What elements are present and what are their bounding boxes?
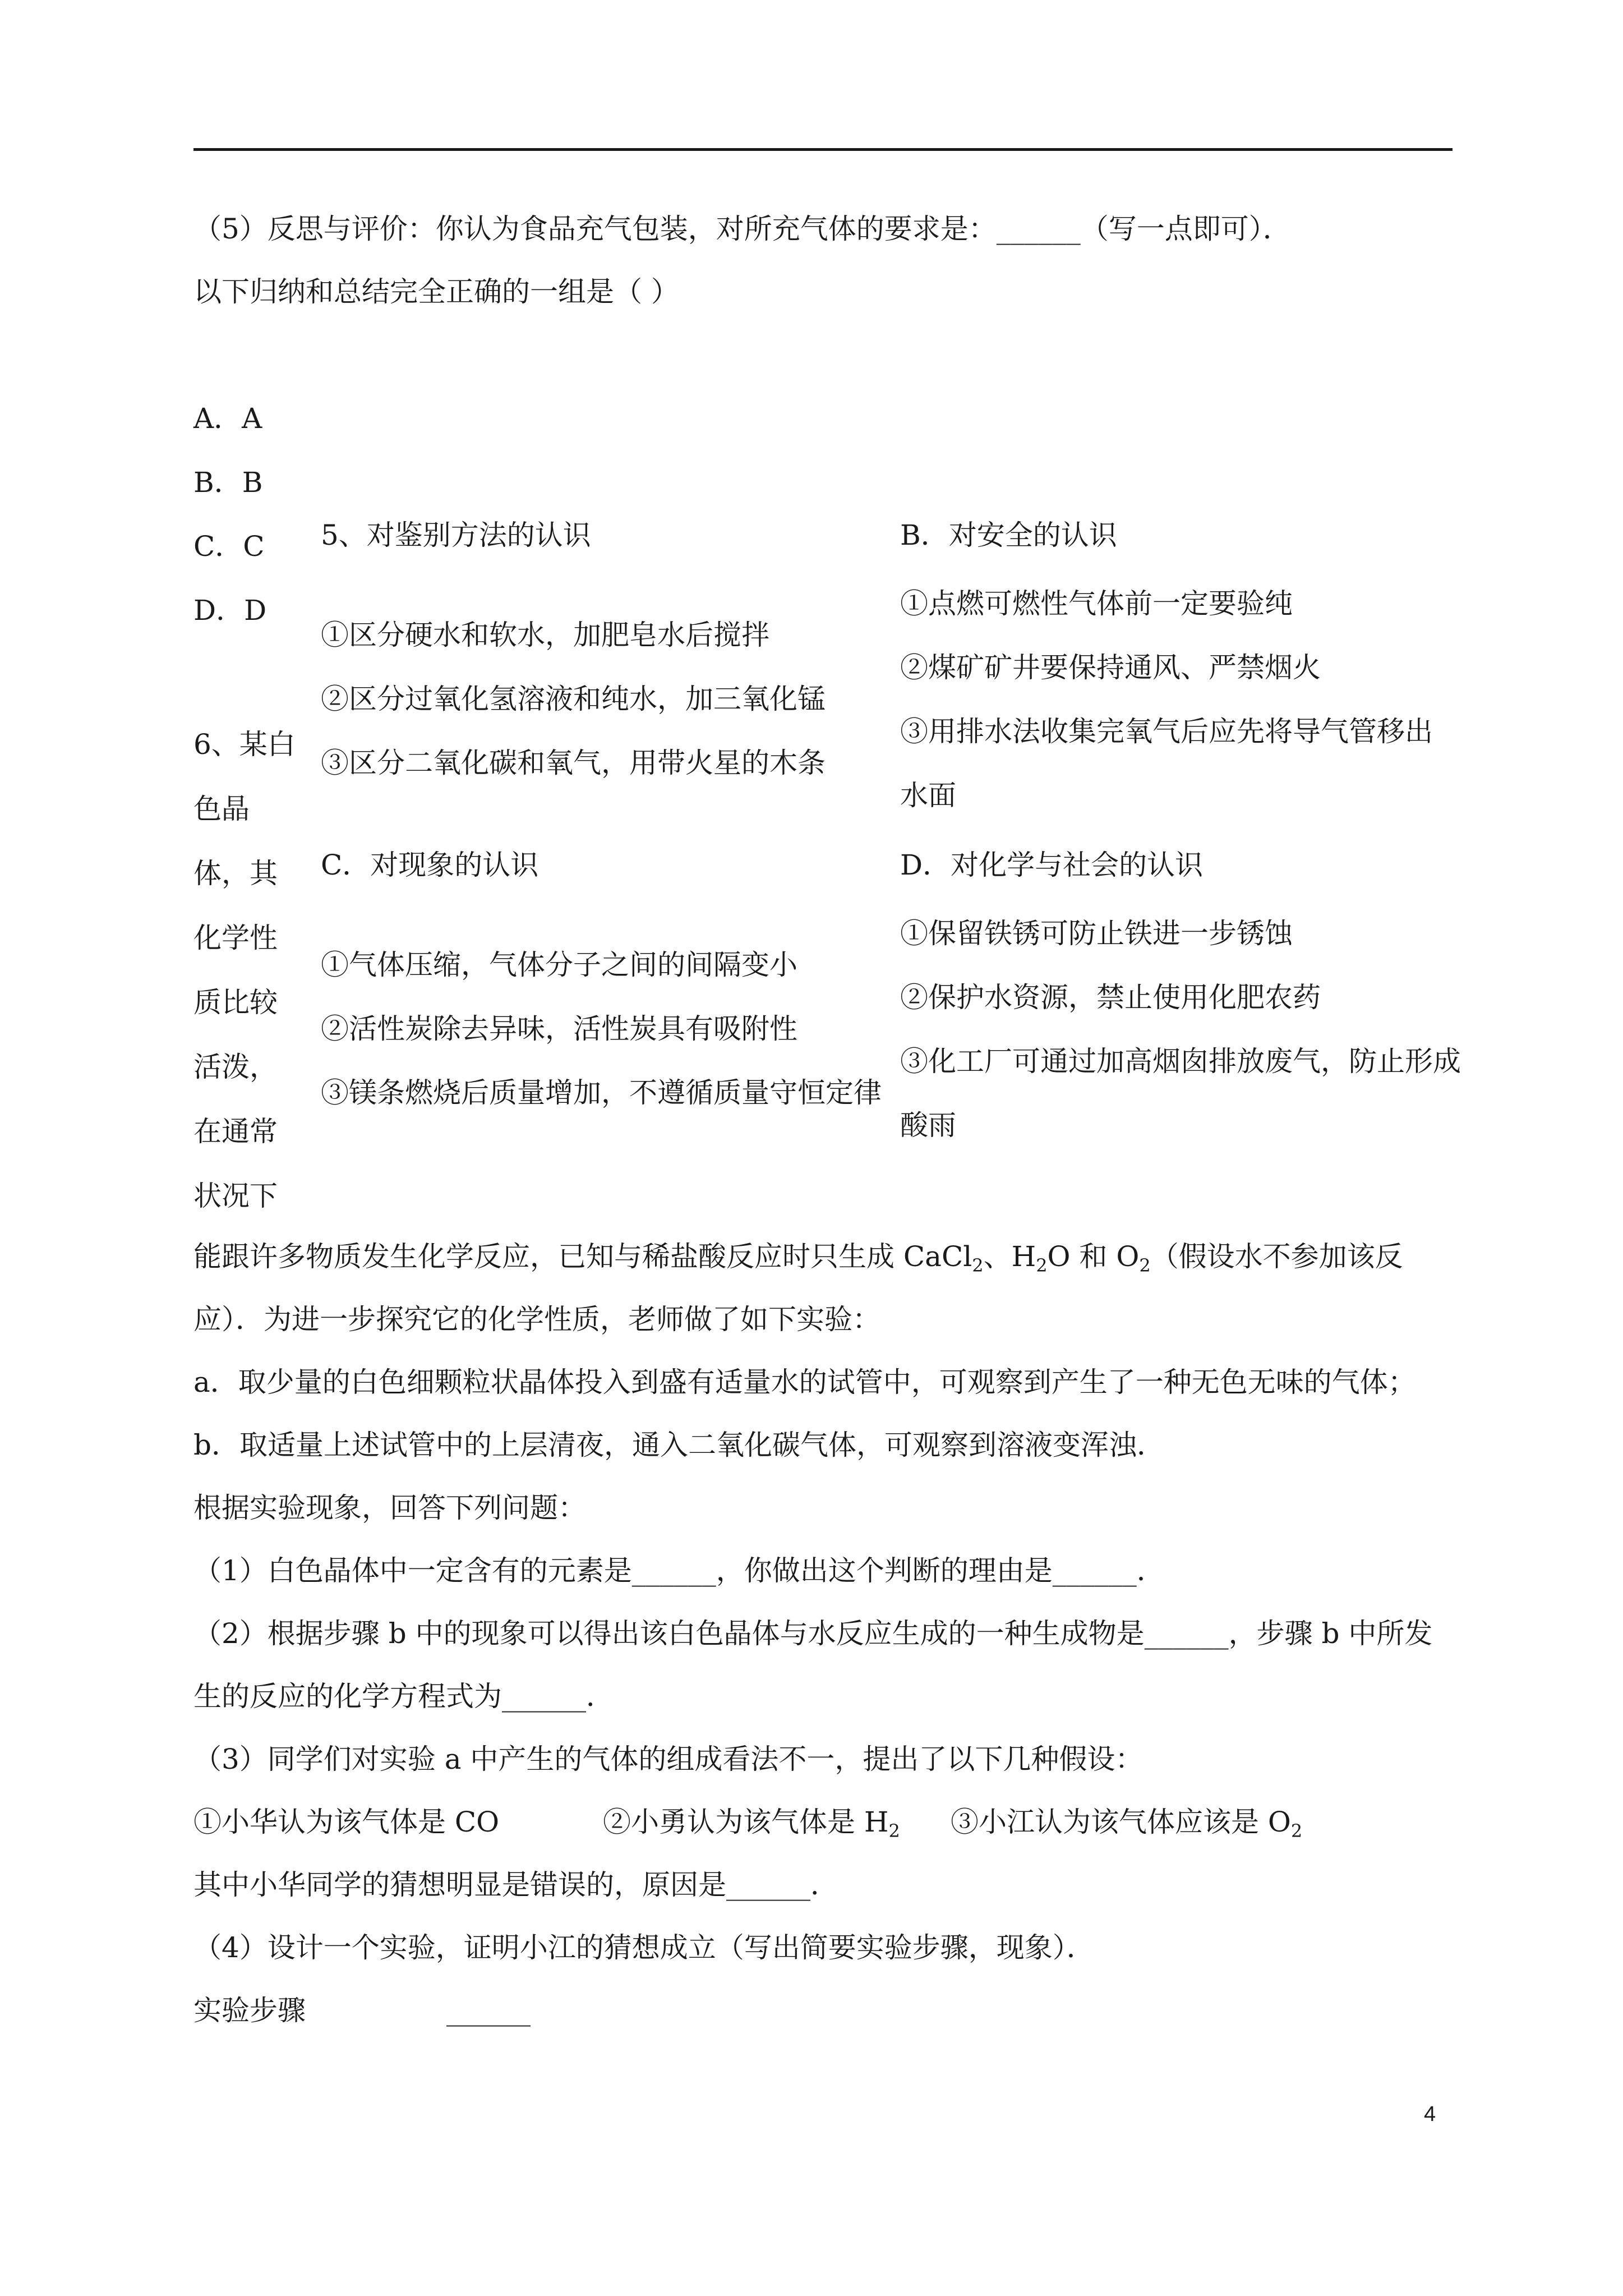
- subquestion-2-line2: 生的反应的化学方程式为______．: [193, 1680, 614, 1713]
- q5-reflect-line: （5）反思与评价：你认为食品充气包装，对所充气体的要求是：______（写一点即可）．: [193, 213, 1291, 245]
- subquestion-3-reason: 其中小华同学的猜想明显是错误的，原因是______．: [193, 1869, 838, 1901]
- answer-prompt: 根据实验现象，回答下列问题：: [193, 1492, 586, 1524]
- question6-line1: 能跟许多物质发生化学反应，已知与稀盐酸反应时只生成 CaCl$_2$、$H_2O$ 和 $O_2$（假设水不参加该反: [193, 1240, 1403, 1276]
- option-b[interactable]: B．B: [193, 466, 263, 499]
- hypothesis-1: ①小华认为该气体是 CO: [193, 1806, 500, 1838]
- table-b-title: B．对安全的认识: [900, 519, 1117, 551]
- subquestion-3: （3）同学们对实验 a 中产生的气体的组成看法不一，提出了以下几种假设：: [193, 1743, 1144, 1775]
- table-c-item: ②活性炭除去异味，活性炭具有吸附性: [321, 1013, 797, 1045]
- table-d-item: 酸雨: [900, 1109, 956, 1142]
- table-c-item: ③镁条燃烧后质量增加，不遵循质量守恒定律: [321, 1076, 882, 1109]
- experiment-step-b: b．取适量上述试管中的上层清夜，通入二氧化碳气体，可观察到溶液变浑浊．: [193, 1429, 1165, 1461]
- table-c-item: ①气体压缩，气体分子之间的间隔变小: [321, 949, 797, 981]
- option-a[interactable]: A．A: [193, 402, 262, 435]
- subquestion-1: （1）白色晶体中一定含有的元素是______，你做出这个判断的理由是______．: [193, 1554, 1165, 1587]
- table-b-item: ①点燃可燃性气体前一定要验纯: [900, 587, 1293, 620]
- table-b-item: 水面: [900, 779, 956, 812]
- table-c-title: C．对现象的认识: [321, 849, 539, 881]
- page-number: 4: [1424, 2102, 1436, 2126]
- table-b-item: ③用排水法收集完氧气后应先将导气管移出: [900, 715, 1433, 748]
- option-d[interactable]: D．D: [193, 594, 267, 627]
- subquestion-2-line1: （2）根据步骤 b 中的现象可以得出该白色晶体与水反应生成的一种生成物是______，步骤 b 中所发: [193, 1617, 1433, 1650]
- table-d-item: ②保护水资源，禁止使用化肥农药: [900, 981, 1321, 1014]
- option-c[interactable]: C．C: [193, 530, 265, 563]
- experiment-steps-label: 实验步骤: [193, 1994, 306, 2027]
- subquestion-4: （4）设计一个实验，证明小江的猜想成立（写出简要实验步骤，现象）．: [193, 1931, 1095, 1964]
- experiment-step-a: a．取少量的白色细颗粒状晶体投入到盛有适量水的试管中，可观察到产生了一种无色无味的气体；: [193, 1366, 1416, 1398]
- question5-stem: 以下归纳和总结完全正确的一组是（ ）: [193, 275, 679, 308]
- header-rule: [193, 148, 1453, 151]
- table-d-item: ③化工厂可通过加高烟囱排放废气，防止形成: [900, 1045, 1461, 1078]
- question6-intro-column: 6、某白色晶体，其化学性质比较活泼，在通常状况下: [193, 728, 296, 1212]
- table-d-title: D．对化学与社会的认识: [900, 849, 1204, 881]
- hypothesis-3: ③小江认为该气体应该是 $O_2$: [951, 1806, 1303, 1842]
- experiment-steps-blank[interactable]: ______: [446, 1994, 531, 2027]
- hypothesis-2: ②小勇认为该气体是 $H_2$: [603, 1806, 900, 1842]
- table-a-item: ②区分过氧化氢溶液和纯水，加三氧化锰: [321, 683, 826, 715]
- question6-line2: 应）．为进一步探究它的化学性质，老师做了如下实验：: [193, 1303, 880, 1336]
- table-a-item: ③区分二氧化碳和氧气，用带火星的木条: [321, 747, 826, 779]
- table-a-title: 5、对鉴别方法的认识: [321, 519, 591, 551]
- table-b-item: ②煤矿矿井要保持通风、严禁烟火: [900, 651, 1321, 684]
- table-d-item: ①保留铁锈可防止铁进一步锈蚀: [900, 917, 1293, 950]
- table-a-item: ①区分硬水和软水，加肥皂水后搅拌: [321, 619, 769, 651]
